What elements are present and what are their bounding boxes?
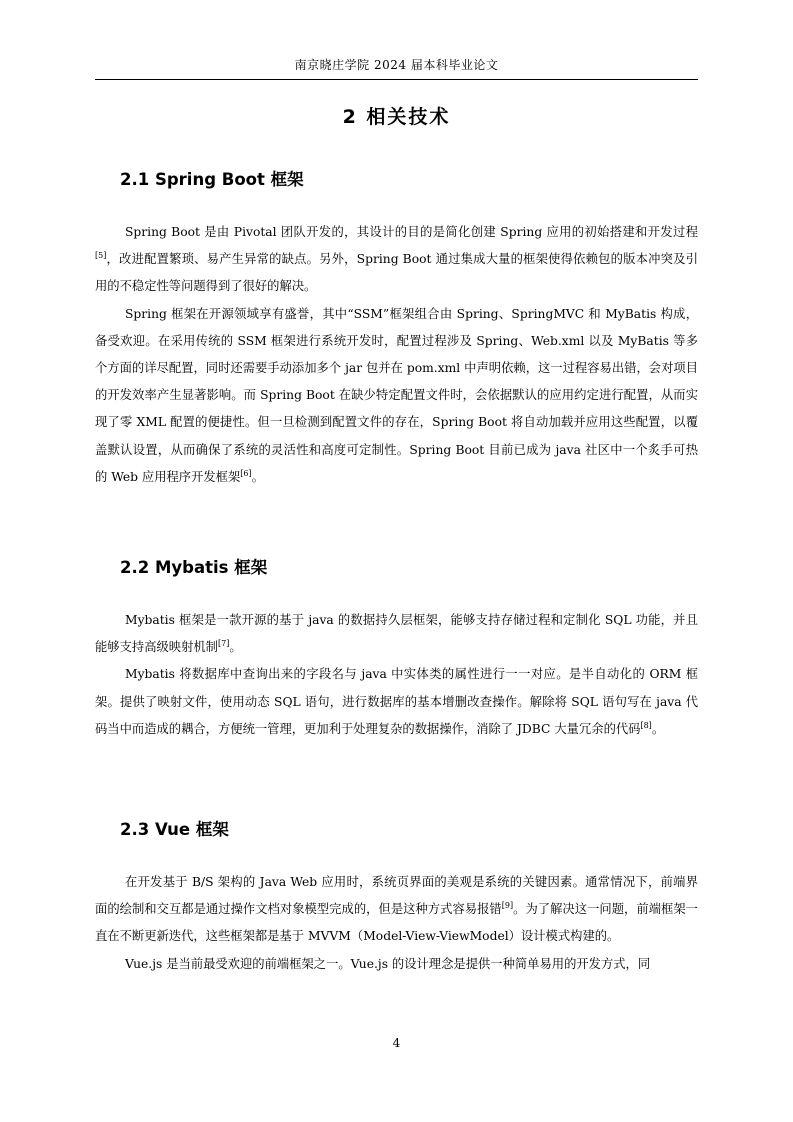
citation-marker: [7]	[217, 639, 230, 649]
paragraph	[95, 301, 698, 491]
paragraph	[95, 607, 698, 661]
paragraph-text: Spring 框架在开源领域享有盛誉，其中“SSM”框架组合由 Spring、SpringMVC 和 MyBatis 构成，备受欢迎。在采用传统的 SSM 框架进行系统开发时，配置过程涉及 Spring、Web.xml 以及 MyBatis 等多个方面的详尽配置，同时还需要手动添加多个 jar 包并在 pom.xml 中声明依赖，这一过程容易出错，会对项目的开发效率产生显著影响。而 Spring Boot 在缺少特定配置文件时，会依据默认的应用约定进行配置，从而实现了零 XML 配置的便捷性。但一旦检测到配置文件的存在，Spring Boot 将自动加载并应用这些配置，以覆盖默认设置，从而确保了系统的灵活性和高度可定制性。Spring Boot 目前已成为 java 社区中一个炙手可热的 Web 应用程序开发框架	[95, 306, 698, 484]
section-2-1	[95, 168, 698, 491]
citation-marker: [9]	[501, 901, 514, 911]
paragraph-text: Mybatis 框架是一款开源的基于 java 的数据持久层框架，能够支持存储过程和定制化 SQL 功能，并且能够支持高级映射机制	[95, 613, 698, 655]
citation-marker: [6]	[240, 468, 252, 478]
section-2-3	[95, 818, 698, 978]
paragraph-text: 。	[651, 721, 665, 736]
section-title: 2.2 Mybatis 框架	[120, 558, 268, 577]
paragraph-text: 。为了解决这一问题，前端框架一直在不断更新迭代，这些框架都是基于 MVVM（Model-View-ViewModel）设计模式构建的。	[95, 902, 698, 944]
section-title: 2.1 Spring Boot 框架	[120, 170, 304, 189]
section-2-2	[95, 556, 698, 743]
running-header: 南京晓庄学院 2024 届本科毕业论文	[294, 58, 499, 72]
paragraph-text: Spring Boot 是由 Pivotal 团队开发的，其设计的目的是简化创建 Spring 应用的初始搭建和开发过程	[125, 225, 698, 239]
paragraph-text: ，改进配置繁琐、易产生异常的缺点。另外，Spring Boot 通过集成大量的框架使得依赖包的版本冲突及引用的不稳定性等问题得到了很好的解决。	[95, 252, 698, 294]
page-number: 4	[392, 1036, 401, 1050]
chapter-title: 2 相关技术	[342, 106, 451, 128]
paragraph	[95, 951, 698, 978]
paragraph	[95, 219, 698, 301]
paragraph-text: Vue.js 是当前最受欢迎的前端框架之一。Vue.js 的设计理念是提供一种简单易用的开发方式，同	[125, 956, 651, 971]
citation-marker: [5]	[95, 251, 107, 261]
paragraph	[95, 661, 698, 743]
section-title: 2.3 Vue 框架	[120, 820, 229, 839]
citation-marker: [8]	[640, 720, 652, 730]
header-divider	[95, 79, 698, 80]
paragraph-text: Mybatis 将数据库中查询出来的字段名与 java 中实体类的属性进行一一对应。是半自动化的 ORM 框架。提供了映射文件，使用动态 SQL 语句，进行数据库的基本增删改查操作。解除将 SQL 语句写在 java 代码当中而造成的耦合，方便统一管理，更加利于处理复杂的数据操作，消除了 JDBC 大量冗余的代码	[95, 667, 698, 736]
paragraph-text: 在开发基于 B/S 架构的 Java Web 应用时，系统页界面的美观是系统的关键因素。通常情况下，前端界面的绘制和交互都是通过操作文档对象模型完成的，但是这种方式容易报错	[95, 875, 698, 917]
paragraph	[95, 869, 698, 951]
paragraph-text: 。	[251, 469, 264, 484]
paragraph-text: 。	[229, 640, 242, 655]
